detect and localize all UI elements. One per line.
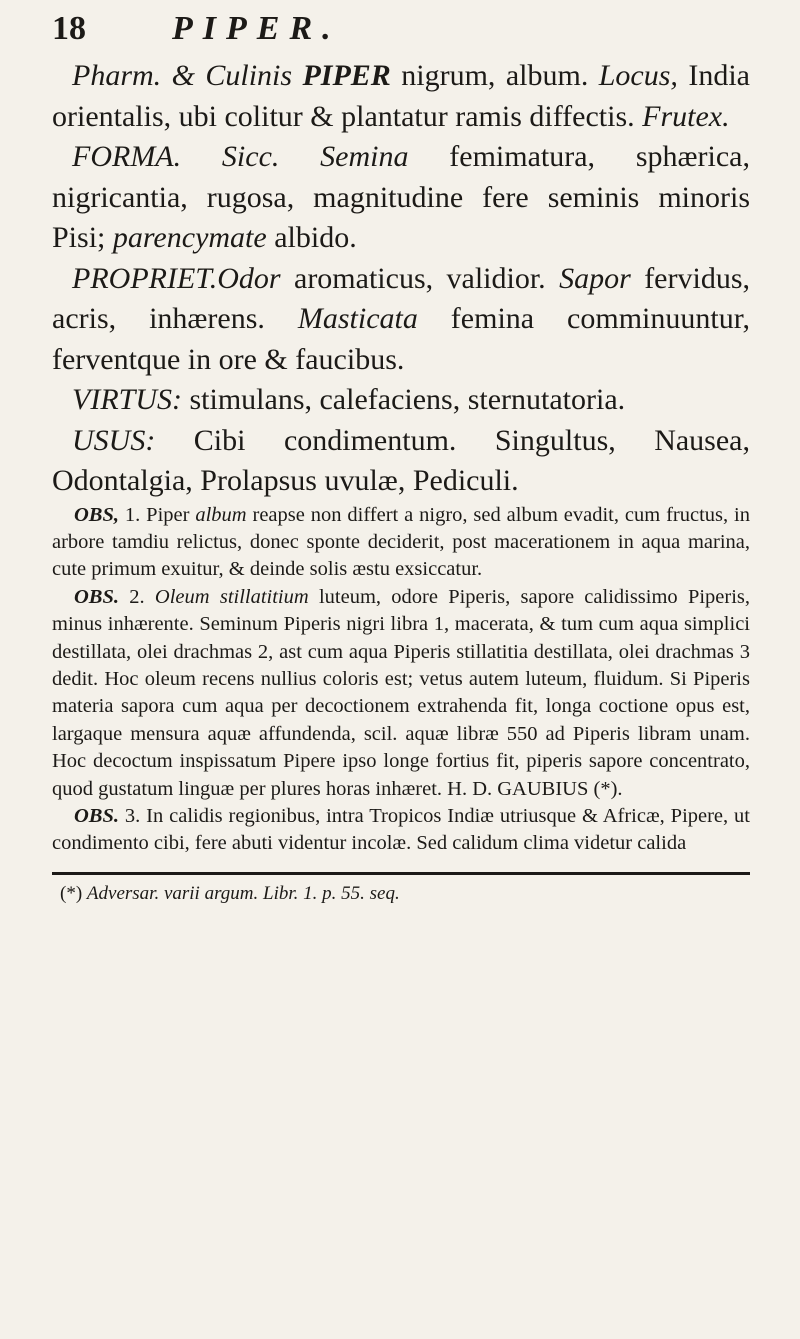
forma-text-end: albido. bbox=[266, 221, 357, 254]
obs2-oleum: Oleum stillatitium bbox=[154, 585, 309, 608]
forma-label: FORMA. bbox=[72, 140, 182, 173]
usus-label: USUS: bbox=[72, 423, 156, 457]
obs1-pre: 1. Piper bbox=[119, 503, 196, 526]
propriet-text-2: fervidus, acris, inhærens. bbox=[52, 261, 750, 335]
paragraph-title bbox=[52, 56, 750, 137]
footnote-marker: (*) bbox=[60, 882, 87, 904]
obs3-label: OBS. bbox=[74, 804, 120, 827]
observation-3 bbox=[52, 803, 750, 858]
forma-sicc: Sicc. Semina bbox=[181, 140, 409, 173]
obs2-pre: 2. bbox=[119, 585, 155, 608]
propriet-text-3: femina comminuuntur, ferventque in ore & faucibus. bbox=[52, 302, 750, 376]
obs2-text: luteum, odore Piperis, sapore calidissimo Piperis, minus inhærente. Seminum Piperis nigri libra 1, macerata, & tum cum aqua simplici destillata, olei drachmas 2, ast cum aqua Piperis stillatitia destillata, olei drachmas 3 dedit. Hoc oleum recens nullius coloris est; vetus autem luteum, fluidum. Si Piperis materia sapora cum aqua per decoctionem extrahenda fit, longa coctione opus est, largaque mensura aquæ affundenda, scil. aquæ libræ 550 ad Piperis libram unam. Hoc decoctum inspissatum Pipere ipso longe fortius fit, piperis sapore concentrato, quod gustatum linguæ per plures horas inhæret. H. D. GAUBIUS (*). bbox=[52, 585, 751, 800]
usus-text: Cibi condimentum. Singultus, Nausea, Odontalgia, Prolapsus uvulæ, Pediculi. bbox=[52, 423, 750, 497]
title-rest: nigrum, album. bbox=[390, 59, 589, 92]
virtus-text: stimulans, calefaciens, sternutatoria. bbox=[181, 383, 626, 416]
running-head: PIPER. bbox=[172, 10, 341, 47]
obs3-text: 3. In calidis regionibus, intra Tropicos Indiæ utriusque & Africæ, Pipere, ut condimento cibi, fere abuti videntur incolæ. Sed calidum clima videtur calida bbox=[52, 804, 750, 855]
propriet-label: PROPRIET. bbox=[72, 261, 218, 295]
frutex-label: Frutex. bbox=[642, 99, 730, 133]
propriet-text: aromaticus, validior. bbox=[280, 261, 560, 295]
footnote-ref: 1. p. 55. seq. bbox=[298, 882, 400, 904]
propriet-masticata: Masticata bbox=[297, 302, 418, 335]
observation-2 bbox=[52, 584, 750, 803]
obs1-album: album bbox=[195, 503, 247, 526]
locus-label: Locus, bbox=[598, 59, 678, 92]
paragraph-virtus bbox=[52, 380, 750, 421]
propriet-sapor: Sapor bbox=[559, 261, 631, 295]
paragraph-propriet bbox=[52, 259, 750, 381]
piper-name: PIPER bbox=[302, 59, 391, 92]
paragraph-forma bbox=[52, 137, 750, 259]
locus-text: India orientalis, ubi colitur & plantatur ramis diffectis. bbox=[52, 59, 750, 133]
obs1-label: OBS, bbox=[74, 503, 120, 526]
footnote-divider bbox=[52, 872, 750, 875]
virtus-label: VIRTUS: bbox=[72, 383, 182, 416]
page-number: 18 bbox=[52, 10, 86, 47]
forma-parenchymate: parencymate bbox=[112, 221, 267, 254]
forma-text: femimatura, sphærica, nigricantia, rugosa, magnitudine fere seminis minoris Pisi; bbox=[52, 140, 750, 254]
observation-1 bbox=[52, 502, 750, 584]
footnote-title: Adversar. varii argum. Libr. bbox=[86, 882, 299, 904]
pharm-label: Pharm. & Culinis bbox=[72, 59, 303, 92]
footnote bbox=[60, 881, 750, 907]
obs1-text: reapse non differt a nigro, sed album evadit, cum fructus, in arbore tamdiu relictus, donec sponte deciderit, post macerationem in aqua marina, cute primum exuitur, & deinde solis æstu exsiccatur. bbox=[52, 503, 750, 581]
paragraph-usus bbox=[52, 421, 750, 502]
propriet-odor: Odor bbox=[217, 261, 281, 295]
page-header bbox=[52, 10, 750, 56]
obs2-label: OBS. bbox=[74, 585, 120, 608]
